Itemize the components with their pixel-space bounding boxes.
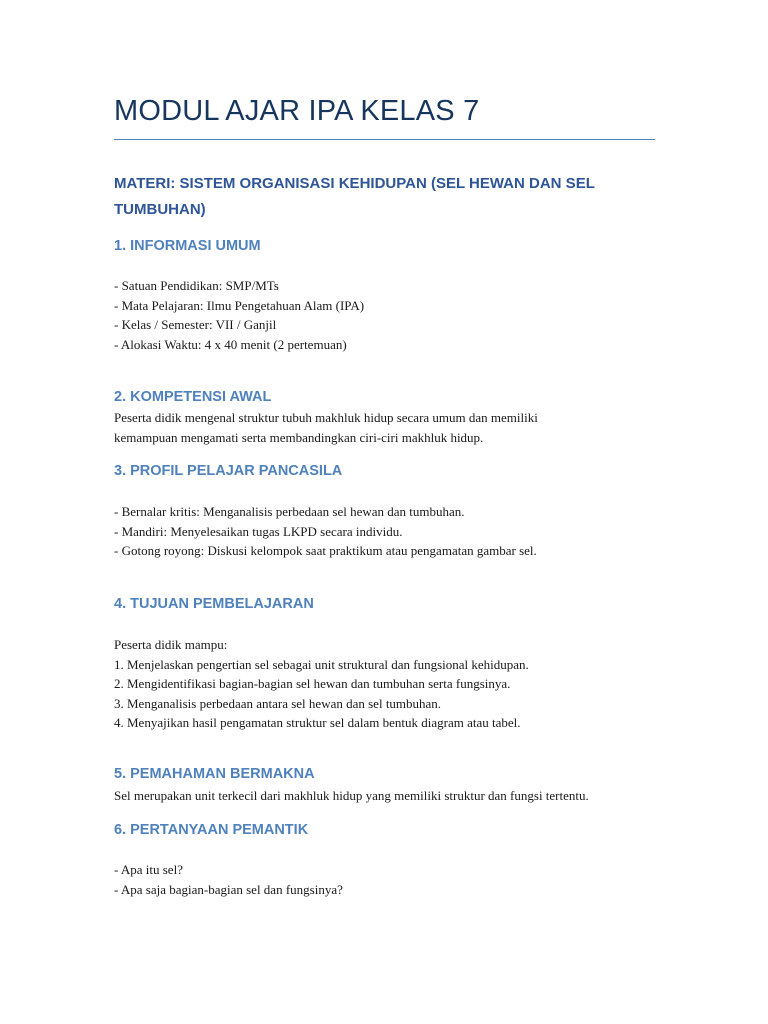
- document-title: MODUL AJAR IPA KELAS 7: [114, 95, 480, 127]
- section-profil-pelajar-pancasila: [114, 461, 674, 561]
- section-kompetensi-awal: [114, 387, 674, 447]
- body-line: - Satuan Pendidikan: SMP/MTs: [114, 278, 279, 293]
- body-line: - Apa itu sel?: [114, 862, 183, 877]
- section-pertanyaan-pemantik: [114, 820, 674, 899]
- section-body: [114, 408, 674, 447]
- section-pemahaman-bermakna: [114, 764, 674, 806]
- body-line: 2. Mengidentifikasi bagian-bagian sel hewan dan tumbuhan serta fungsinya.: [114, 676, 511, 691]
- section-heading: 4. TUJUAN PEMBELAJARAN: [114, 596, 314, 612]
- section-body: [114, 860, 674, 899]
- body-line: - Mandiri: Menyelesaikan tugas LKPD secara individu.: [114, 523, 403, 539]
- section-informasi-umum: [114, 236, 674, 354]
- body-line: Peserta didik mengenal struktur tubuh makhluk hidup secara umum dan memiliki: [114, 410, 538, 425]
- section-tujuan-pembelajaran: [114, 594, 674, 733]
- body-line: 1. Menjelaskan pengertian sel sebagai unit struktural dan fungsional kehidupan.: [114, 656, 529, 672]
- body-line: 4. Menyajikan hasil pengamatan struktur sel dalam bentuk diagram atau tabel.: [114, 715, 521, 730]
- section-body: [114, 276, 674, 354]
- body-line: - Alokasi Waktu: 4 x 40 menit (2 pertemuan): [114, 336, 347, 352]
- section-heading: 5. PEMAHAMAN BERMAKNA: [114, 766, 315, 782]
- body-line: - Bernalar kritis: Menganalisis perbedaan sel hewan dan tumbuhan.: [114, 504, 465, 519]
- section-heading: 1. INFORMASI UMUM: [114, 238, 261, 254]
- body-line: kemampuan mengamati serta membandingkan ciri-ciri makhluk hidup.: [114, 429, 484, 445]
- section-body: [114, 786, 674, 806]
- body-line: - Gotong royong: Diskusi kelompok saat praktikum atau pengamatan gambar sel.: [114, 543, 537, 558]
- materi-heading: MATERI: SISTEM ORGANISASI KEHIDUPAN (SEL HEWAN DAN SEL TUMBUHAN): [114, 175, 595, 218]
- body-line: - Apa saja bagian-bagian sel dan fungsinya?: [114, 881, 343, 897]
- section-heading: 2. KOMPETENSI AWAL: [114, 389, 272, 405]
- body-line: - Mata Pelajaran: Ilmu Pengetahuan Alam (IPA): [114, 297, 365, 313]
- section-body: [114, 635, 674, 733]
- section-heading: 3. PROFIL PELAJAR PANCASILA: [114, 463, 343, 479]
- title-divider: [114, 139, 655, 140]
- section-body: [114, 502, 674, 561]
- section-heading: 6. PERTANYAAN PEMANTIK: [114, 822, 309, 838]
- body-line: - Kelas / Semester: VII / Ganjil: [114, 317, 277, 332]
- body-line: Sel merupakan unit terkecil dari makhluk hidup yang memiliki struktur dan fungsi tertentu.: [114, 788, 589, 803]
- body-line: Peserta didik mampu:: [114, 637, 228, 652]
- body-line: 3. Menganalisis perbedaan antara sel hewan dan sel tumbuhan.: [114, 695, 442, 711]
